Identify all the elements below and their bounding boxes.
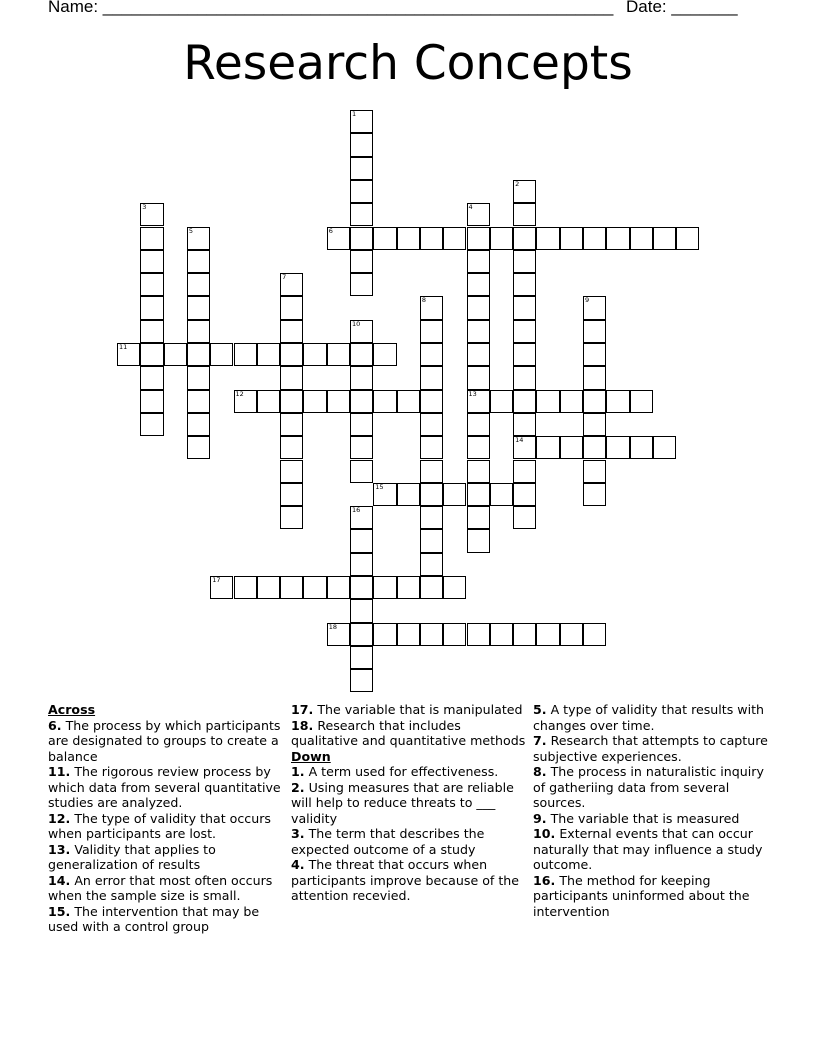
crossword-cell[interactable] (513, 296, 536, 319)
clue-number: 1. (291, 764, 305, 779)
crossword-cell[interactable] (583, 436, 606, 459)
clues-column-3 (533, 702, 769, 919)
crossword-cell[interactable] (187, 296, 210, 319)
crossword-cell[interactable] (397, 623, 420, 646)
crossword-cell[interactable] (443, 483, 466, 506)
crossword-cell[interactable] (420, 483, 443, 506)
crossword-cell[interactable] (536, 436, 559, 459)
clue-text: Research that attempts to capture subjective experiences. (533, 733, 768, 764)
crossword-cell[interactable] (443, 576, 466, 599)
crossword-cell[interactable] (513, 180, 536, 203)
cell-number: 2 (515, 179, 520, 188)
crossword-cell[interactable] (140, 273, 163, 296)
crossword-cell[interactable] (303, 343, 326, 366)
down-clue (533, 826, 769, 873)
crossword-cell[interactable] (350, 227, 373, 250)
crossword-cell[interactable] (187, 320, 210, 343)
crossword-cell[interactable] (140, 343, 163, 366)
crossword-cell[interactable] (164, 343, 187, 366)
name-field-label: Name: ______________________________________________________ (48, 0, 613, 17)
cell-number: 14 (515, 436, 524, 445)
crossword-cell[interactable] (350, 669, 373, 692)
crossword-cell[interactable] (513, 343, 536, 366)
crossword-cell[interactable] (513, 227, 536, 250)
crossword-cell[interactable] (467, 273, 490, 296)
crossword-cell[interactable] (583, 390, 606, 413)
clue-text: The type of validity that occurs when participants are lost. (48, 810, 271, 841)
down-clue (533, 764, 769, 811)
crossword-cell[interactable] (350, 599, 373, 622)
across-clue (48, 904, 284, 935)
across-clue (48, 764, 284, 811)
crossword-cell[interactable] (420, 506, 443, 529)
crossword-cell[interactable] (350, 413, 373, 436)
name-blank[interactable]: ______________________________________________________ (102, 0, 614, 16)
crossword-cell[interactable] (140, 203, 163, 226)
name-date-header (48, 0, 748, 19)
clue-number: 7. (533, 733, 547, 748)
crossword-cell[interactable] (117, 343, 140, 366)
clue-number: 2. (291, 779, 305, 795)
date-blank[interactable]: _______ (671, 0, 738, 16)
down-heading: Down (291, 748, 331, 764)
crossword-cell[interactable] (536, 623, 559, 646)
crossword-cell[interactable] (350, 390, 373, 413)
crossword-cell[interactable] (467, 460, 490, 483)
crossword-cell[interactable] (140, 250, 163, 273)
crossword-cell[interactable] (234, 343, 257, 366)
crossword-cell[interactable] (490, 390, 513, 413)
clue-text: Using measures that are reliable will help to reduce threats to ___ validity (291, 779, 514, 826)
crossword-cell[interactable] (327, 623, 350, 646)
crossword-cell[interactable] (560, 436, 583, 459)
clue-number: 6. (48, 717, 62, 733)
crossword-cell[interactable] (420, 227, 443, 250)
crossword-cell[interactable] (187, 227, 210, 250)
clue-text: The variable that is measured (546, 810, 740, 826)
crossword-cell[interactable] (280, 506, 303, 529)
clue-number: 4. (291, 857, 305, 872)
crossword-cell[interactable] (397, 227, 420, 250)
crossword-cell[interactable] (420, 460, 443, 483)
crossword-cell[interactable] (513, 273, 536, 296)
crossword-cell[interactable] (280, 343, 303, 366)
crossword-cell[interactable] (280, 320, 303, 343)
crossword-cell[interactable] (350, 529, 373, 552)
crossword-cell[interactable] (630, 436, 653, 459)
crossword-cell[interactable] (350, 366, 373, 389)
crossword-cell[interactable] (513, 203, 536, 226)
clue-number: 13. (48, 841, 71, 857)
crossword-cell[interactable] (513, 250, 536, 273)
crossword-cell[interactable] (467, 343, 490, 366)
crossword-cell[interactable] (606, 227, 629, 250)
crossword-cell[interactable] (513, 623, 536, 646)
crossword-cell[interactable] (467, 203, 490, 226)
crossword-cell[interactable] (350, 250, 373, 273)
clue-text: The variable that is manipulated (313, 702, 523, 717)
clue-text: An error that most often occurs when the sample size is small. (48, 872, 273, 903)
clue-number: 12. (48, 810, 71, 826)
across-clue (291, 702, 527, 718)
crossword-cell[interactable] (187, 436, 210, 459)
crossword-cell[interactable] (257, 576, 280, 599)
clue-number: 15. (48, 903, 71, 919)
crossword-cell[interactable] (467, 529, 490, 552)
crossword-cell[interactable] (490, 227, 513, 250)
crossword-cell[interactable] (443, 227, 466, 250)
crossword-cell[interactable] (467, 390, 490, 413)
crossword-cell[interactable] (210, 343, 233, 366)
down-clue (291, 826, 527, 857)
cell-number: 8 (421, 296, 427, 305)
crossword-cell[interactable] (303, 576, 326, 599)
clue-number: 5. (533, 702, 547, 717)
crossword-cell[interactable] (373, 483, 396, 506)
crossword-cell[interactable] (280, 460, 303, 483)
crossword-cell[interactable] (350, 203, 373, 226)
cell-number: 4 (468, 203, 473, 212)
cell-number: 12 (235, 389, 244, 398)
clue-number: 17. (291, 702, 314, 717)
crossword-cell[interactable] (420, 320, 443, 343)
across-clue-list (48, 718, 284, 935)
crossword-cell[interactable] (630, 227, 653, 250)
crossword-cell[interactable] (420, 343, 443, 366)
crossword-cell[interactable] (327, 227, 350, 250)
crossword-cell[interactable] (140, 227, 163, 250)
clue-text: External events that can occur naturally that may influence a study outcome. (533, 826, 763, 872)
clue-text: The rigorous review process by which data from several quantitative studies are analyzed. (48, 764, 281, 810)
cell-number: 3 (142, 203, 147, 212)
cell-number: 1 (352, 110, 357, 118)
crossword-cell[interactable] (653, 436, 676, 459)
across-clue (48, 842, 284, 873)
crossword-cell[interactable] (327, 390, 350, 413)
clue-number: 9. (533, 810, 547, 826)
clue-number: 18. (291, 717, 314, 733)
crossword-cell[interactable] (350, 436, 373, 459)
crossword-cell[interactable] (140, 320, 163, 343)
crossword-cell[interactable] (467, 250, 490, 273)
clue-text: Validity that applies to generalization of results (48, 841, 216, 872)
crossword-cell[interactable] (467, 623, 490, 646)
crossword-cell[interactable] (653, 227, 676, 250)
crossword-cell[interactable] (350, 180, 373, 203)
crossword-cell[interactable] (676, 227, 699, 250)
crossword-cell[interactable] (583, 483, 606, 506)
cell-number: 9 (585, 296, 590, 305)
clue-number: 16. (533, 872, 556, 888)
down-clue (291, 780, 527, 827)
crossword-cell[interactable] (583, 343, 606, 366)
crossword-cell[interactable] (513, 436, 536, 459)
crossword-cell[interactable] (420, 529, 443, 552)
crossword-cell[interactable] (280, 413, 303, 436)
crossword-cell[interactable] (467, 227, 490, 250)
crossword-cell[interactable] (513, 320, 536, 343)
clues-column-2 (291, 702, 527, 904)
clue-text: The intervention that may be used with a control group (48, 903, 260, 934)
clue-text: The term that describes the expected outcome of a study (291, 826, 485, 857)
down-clue (291, 857, 527, 904)
clue-number: 11. (48, 764, 71, 779)
crossword-cell[interactable] (280, 296, 303, 319)
crossword-cell[interactable] (350, 553, 373, 576)
clue-text: The process by which participants are designated to groups to create a balance (48, 717, 281, 764)
crossword-cell[interactable] (373, 390, 396, 413)
crossword-cell[interactable] (140, 296, 163, 319)
crossword-cell[interactable] (280, 436, 303, 459)
crossword-cell[interactable] (373, 227, 396, 250)
crossword-cell[interactable] (467, 436, 490, 459)
crossword-cell[interactable] (350, 320, 373, 343)
crossword-cell[interactable] (583, 320, 606, 343)
crossword-cell[interactable] (420, 413, 443, 436)
crossword-cell[interactable] (303, 390, 326, 413)
crossword-cell[interactable] (350, 623, 373, 646)
cell-number: 18 (328, 622, 337, 631)
crossword-cell[interactable] (583, 227, 606, 250)
crossword-cell[interactable] (280, 483, 303, 506)
crossword-cell[interactable] (560, 227, 583, 250)
crossword-cell[interactable] (373, 623, 396, 646)
crossword-cell[interactable] (513, 460, 536, 483)
crossword-cell[interactable] (420, 296, 443, 319)
crossword-cell[interactable] (350, 157, 373, 180)
across-clue (48, 873, 284, 904)
across-clue-list-continued (291, 702, 527, 749)
crossword-cell[interactable] (140, 390, 163, 413)
crossword-cell[interactable] (327, 343, 350, 366)
crossword-cell[interactable] (187, 343, 210, 366)
crossword-cell[interactable] (350, 506, 373, 529)
across-clue (291, 718, 527, 749)
crossword-cell[interactable] (420, 553, 443, 576)
crossword-cell[interactable] (140, 413, 163, 436)
crossword-cell[interactable] (490, 483, 513, 506)
crossword-cell[interactable] (583, 296, 606, 319)
crossword-cell[interactable] (467, 483, 490, 506)
down-clue (533, 702, 769, 733)
clues-column-1 (48, 702, 284, 935)
cell-number: 7 (282, 273, 287, 282)
crossword-cell[interactable] (350, 133, 373, 156)
across-clue (48, 718, 284, 765)
cell-number: 16 (352, 506, 361, 515)
cell-number: 5 (188, 226, 194, 235)
down-clue (291, 764, 527, 780)
crossword-cell[interactable] (420, 390, 443, 413)
crossword-cell[interactable] (140, 366, 163, 389)
crossword-cell[interactable] (420, 576, 443, 599)
crossword-cell[interactable] (606, 390, 629, 413)
down-clue (533, 873, 769, 920)
crossword-cell[interactable] (513, 483, 536, 506)
clue-text: The threat that occurs when participants improve because of the attention recevied. (291, 857, 520, 903)
down-clue (533, 733, 769, 764)
crossword-cell[interactable] (490, 623, 513, 646)
crossword-cell[interactable] (420, 623, 443, 646)
crossword-cell[interactable] (187, 366, 210, 389)
crossword-cell[interactable] (187, 413, 210, 436)
cell-number: 13 (468, 389, 477, 398)
crossword-cell[interactable] (513, 366, 536, 389)
down-clue (533, 811, 769, 827)
crossword-cell[interactable] (280, 576, 303, 599)
clue-text: Research that includes qualitative and quantitative methods (291, 717, 526, 748)
crossword-cell[interactable] (467, 320, 490, 343)
crossword-cell[interactable] (583, 366, 606, 389)
across-clue (48, 811, 284, 842)
crossword-cell[interactable] (280, 273, 303, 296)
crossword-cell[interactable] (513, 390, 536, 413)
clue-text: A term used for effectiveness. (304, 764, 499, 779)
cell-number: 15 (375, 482, 384, 491)
crossword-cell[interactable] (350, 576, 373, 599)
crossword-cell[interactable] (606, 436, 629, 459)
crossword-cell[interactable] (234, 576, 257, 599)
crossword-cell[interactable] (583, 413, 606, 436)
clue-number: 8. (533, 764, 547, 779)
crossword-cell[interactable] (443, 623, 466, 646)
crossword-cell[interactable] (560, 390, 583, 413)
crossword-cell[interactable] (536, 390, 559, 413)
crossword-cell[interactable] (257, 343, 280, 366)
clue-number: 10. (533, 826, 556, 841)
crossword-cell[interactable] (397, 483, 420, 506)
clue-text: A type of validity that results with changes over time. (533, 702, 765, 733)
cell-number: 6 (328, 226, 333, 235)
crossword-cell[interactable] (420, 436, 443, 459)
crossword-cell[interactable] (583, 623, 606, 646)
crossword-cell[interactable] (350, 343, 373, 366)
crossword-cell[interactable] (187, 390, 210, 413)
crossword-cell[interactable] (420, 366, 443, 389)
crossword-cell[interactable] (350, 273, 373, 296)
crossword-cell[interactable] (373, 343, 396, 366)
crossword-cell[interactable] (257, 390, 280, 413)
crossword-cell[interactable] (560, 623, 583, 646)
crossword-cell[interactable] (467, 366, 490, 389)
crossword-cell[interactable] (187, 250, 210, 273)
crossword-cell[interactable] (513, 506, 536, 529)
crossword-cell[interactable] (350, 110, 373, 133)
crossword-cell[interactable] (513, 413, 536, 436)
crossword-cell[interactable] (210, 576, 233, 599)
crossword-cell[interactable] (397, 576, 420, 599)
crossword-cell[interactable] (373, 576, 396, 599)
across-heading: Across (48, 702, 96, 717)
crossword-cell[interactable] (327, 576, 350, 599)
crossword-cell[interactable] (467, 413, 490, 436)
date-field-label: Date: _______ (626, 0, 738, 17)
clue-text: The method for keeping participants uninformed about the intervention (533, 872, 750, 919)
crossword-cell[interactable] (467, 506, 490, 529)
cell-number: 10 (352, 319, 361, 328)
clue-number: 14. (48, 872, 71, 888)
clue-number: 3. (291, 826, 305, 841)
crossword-cell[interactable] (280, 366, 303, 389)
cell-number: 17 (212, 576, 221, 584)
crossword-cell[interactable] (583, 460, 606, 483)
crossword-cell[interactable] (350, 460, 373, 483)
crossword-cell[interactable] (467, 296, 490, 319)
crossword-cell[interactable] (536, 227, 559, 250)
down-clue-list (291, 764, 527, 904)
page-title: Research Concepts (183, 36, 633, 91)
cell-number: 11 (119, 343, 128, 351)
crossword-cell[interactable] (350, 646, 373, 669)
crossword-cell[interactable] (187, 273, 210, 296)
crossword-cell[interactable] (630, 390, 653, 413)
down-clue-list-continued (533, 702, 769, 919)
crossword-cell[interactable] (234, 390, 257, 413)
crossword-cell[interactable] (280, 390, 303, 413)
clue-text: The process in naturalistic inquiry of gatheriing data from several sources. (533, 764, 764, 810)
crossword-cell[interactable] (397, 390, 420, 413)
